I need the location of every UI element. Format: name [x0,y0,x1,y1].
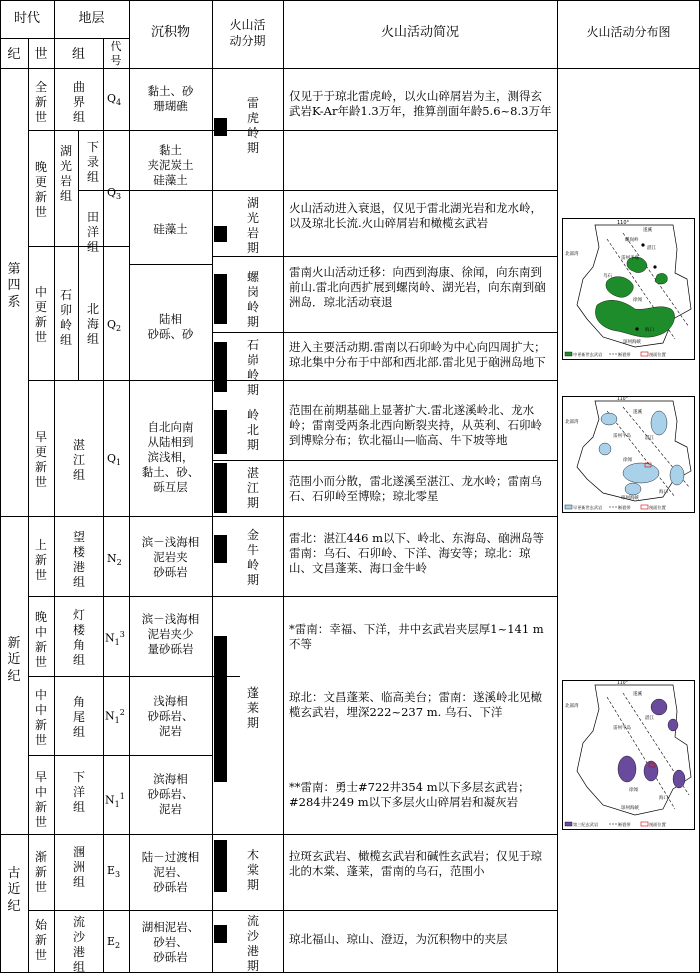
map1-place-2: 雷州半岛 [621,256,639,261]
stage-liushagang: 流沙港期 [246,914,259,973]
header-diceng: 地层 [78,11,105,26]
map2-place-5: 琼州海峡 [621,496,639,501]
code-e2: $E_2$ [107,935,121,951]
desc-8: *雷南：幸福、下洋，井中玄武岩夹层厚1~141 m不等 [289,622,544,651]
map-early-pleistocene [562,396,695,513]
basalt-2 [668,719,678,731]
map1-place-6: 琼州海峡 [623,340,641,345]
activity-bar-shimaoling [214,342,227,392]
activity-bar-leihuling [214,118,227,136]
activity-bar-zhanjiang [214,463,227,513]
sediment-5: 自北向南 从陆相到 滨浅相， 黏土、砂、 砾互层 [141,420,200,494]
shi-mid-miocene: 中中新世 [34,688,47,747]
ji-paleogene: 古近纪 [7,866,21,914]
zu-tianyang: 田洋组 [86,210,99,254]
map3-place-4: 徐闻 [629,788,638,793]
desc-5: 范围在前期基础上显著扩大.雷北遂溪岭北、龙水岭；雷南受两条北西向断裂夹持，从英利、石卯岭到博赊分布；钦北福山—临高、牛下坡等地 [289,403,542,447]
desc-2: 火山活动进入衰退，仅见于雷北湖光岩和龙水岭，以及琼北长流.火山碎屑岩和橄榄玄武岩 [289,201,542,230]
activity-bar-penglai [214,636,227,782]
stage-penglai: 蓬莱期 [246,686,259,730]
map3-place-2: 湛江 [645,716,654,721]
desc-12: 琼北福山、琼山、澄迈，为沉积物中的夹层 [289,932,508,946]
zu-beihai: 北海组 [86,302,99,346]
basalt-4 [655,273,667,284]
zu-wanglougang: 望楼港组 [72,530,85,589]
map1-place-4: 徐闻 [633,298,642,303]
map1-legend-1: 断裂带 [618,352,631,357]
basalt-1 [651,699,667,715]
map1-place-1: 湛江 [647,246,656,251]
activity-bar-huguangyan [214,226,227,242]
sediment-1: 黏土、砂 珊瑚礁 [147,84,194,113]
map1-place-8: 螺岗岭 [625,238,639,243]
map2-legend-0: 早更新世玄武岩 [573,505,603,510]
code-q3: $Q_3$ [107,186,122,202]
map2-place-0: 北部湾 [565,420,579,425]
map3-legend-2: 剖面位置 [649,822,666,827]
map3-legend-0: 第三纪玄武岩 [573,822,599,827]
desc-10: **雷南：勇士#722井354 m以下多层玄武岩；#284井249 m以下多层火山碎屑岩和凝灰岩 [289,780,530,809]
shi-mid-pleistocene: 中更新世 [34,285,47,344]
header-ji: 纪 [7,47,21,62]
zu-huguangyan: 湖光岩组 [59,144,72,203]
basalt-4 [644,761,658,781]
code-q2: $Q_2$ [107,318,122,334]
basalt-1 [601,413,617,425]
map3-legend-swatch-2 [641,822,648,826]
basalt-3 [599,443,611,455]
map1-place-0: 遂溪 [643,228,652,233]
code-e3: $E_3$ [107,864,121,880]
sediment-11: 湖相泥岩、 砂岩、 砂砾岩 [141,920,200,964]
shi-eocene: 始新世 [34,918,47,962]
map-tertiary-svg [563,681,694,829]
map1-legend-swatch-0 [565,352,572,356]
stage-huguangyan: 湖光岩期 [246,196,259,255]
map2-place-3: 雷州半岛 [613,434,631,439]
shi-oligocene: 渐新世 [34,850,47,894]
activity-bar-luogangling [214,274,227,324]
header-jiankuang: 火山活动简况 [380,25,459,40]
code-q4: $Q_4$ [107,92,122,108]
map2-place-6: 海口 [659,490,668,495]
desc-11: 拉斑玄武岩、橄榄玄武岩和碱性玄武岩；仅见于琼北的木棠、蓬莱，雷南的乌石，范围小 [289,849,542,878]
code-n11: $N_1^1$ [105,792,125,809]
map3-place-5: 琼州海峡 [621,806,639,811]
zu-denglouJiao: 灯楼角组 [72,608,85,667]
sediment-4: 陆相 砂砾、砂 [147,312,194,341]
map2-place-4: 徐闻 [623,458,632,463]
map1-place-5: 海口 [645,328,654,333]
map2-place-2: 湛江 [645,436,654,441]
sediment-8: 浅海相 砂砾岩、 泥岩 [147,694,194,738]
stage-zhanjiang: 湛江期 [246,466,259,510]
header-fenqi [212,18,283,49]
stage-leihuling: 雷虎岭期 [246,96,259,155]
map3-legend-swatch-0 [565,822,572,826]
shi-early-pleistocene: 早更新世 [34,430,47,489]
stage-shimaoling: 石峁岭期 [246,338,259,397]
header-chenjiwu: 沉积物 [150,25,190,40]
basalt-4 [623,463,659,483]
map3-lon: 110° [617,681,628,686]
map2-lon: 110° [617,397,628,402]
header-shidai: 时代 [13,11,40,26]
sediment-3: 硅藻土 [153,222,188,236]
section-dot-3 [635,327,638,330]
map-early-pleistocene-svg [563,397,694,512]
shi-late-miocene: 晚中新世 [34,610,47,669]
activity-bar-liushagang [214,925,227,943]
header-fenbutu: 火山活动分布图 [586,25,671,39]
zu-zhanjiang: 湛江组 [72,438,85,482]
zu-xiacheng: 下录组 [86,140,99,184]
map-mid-pleistocene [562,218,695,360]
map1-lon: 110° [617,220,630,226]
sediment-10: 陆－过渡相 泥岩、 砂砾岩 [141,850,200,894]
land-outline [577,685,691,815]
stage-luogangling: 螺岗岭期 [246,270,259,329]
basalt-5 [670,465,684,485]
basalt-2 [651,411,667,435]
sediment-9: 滨海相 砂砾岩、 泥岩 [147,772,194,816]
sediment-6: 滨－浅海相 泥岩夹 砂砾岩 [141,535,200,579]
shi-holocene: 全新世 [34,80,47,124]
map2-place-1: 遂溪 [633,410,642,415]
map1-legend-2: 剖面位置 [649,352,666,357]
map3-place-6: 海口 [659,796,668,801]
header-daihao: 代号 [110,40,122,67]
map3-place-1: 遂溪 [633,692,642,697]
shi-pliocene: 上新世 [34,538,47,582]
desc-3: 雷南火山活动迁移：向西到海康、徐闻，向东南到前山.雷北向西扩展到螺岗岭、湖光岩，向东南到硇洲岛．琼北活动衰退 [289,265,546,309]
zu-weizhou: 涠洲组 [72,845,85,889]
shi-early-miocene: 早中新世 [34,770,47,829]
desc-4: 进入主要活动期.雷南以石卯岭为中心向四周扩大；琼北集中分布于中部和西北部.雷北见于硇洲岛地下 [289,340,546,369]
map3-place-0: 北部湾 [565,704,579,709]
map1-place-3: 北部湾 [565,252,579,257]
ji-quaternary: 第四系 [7,262,21,310]
map1-place-7: 乌石 [603,274,612,279]
sediment-2: 黏土 夹泥炭土 硅藻土 [147,143,194,187]
map2-legend-swatch-2 [641,505,648,509]
map-mid-pleistocene-svg [563,219,694,359]
map2-legend-2: 剖面位置 [649,505,666,510]
desc-6: 范围小而分散，雷北遂溪至湛江、龙水岭；雷南乌石、石卯岭至博赊；琼北零星 [289,474,542,503]
map1-legend-swatch-2 [641,352,648,356]
code-n2: $N_2$ [107,552,122,568]
basalt-6 [625,483,641,495]
map-tertiary [562,680,695,830]
basalt-5 [673,770,685,788]
zu-shimaoling: 石卯岭组 [59,288,72,347]
activity-bar-mucha [214,840,227,892]
desc-9: 琼北：文昌蓬莱、临高美台；雷南：遂溪岭北见橄榄玄武岩，埋深222~237 m. 乌石、下洋 [289,690,542,719]
map3-place-3: 雷州半岛 [613,726,631,731]
zu-xiayang: 下洋组 [72,770,85,814]
header-shi: 世 [34,47,48,62]
map1-legend-0: 中更新世玄武岩 [573,352,603,357]
code-n12: $N_1^2$ [105,708,125,725]
section-dot-1 [641,243,644,246]
zu-jiaowei: 角尾组 [72,695,85,739]
sediment-7: 滨－浅海相 泥岩夹少 量砂砾岩 [141,612,200,656]
code-q1: $Q_1$ [107,452,122,468]
map2-legend-swatch-0 [565,505,572,509]
code-n13: $N_1^3$ [105,630,125,647]
shi-late-pleistocene: 晚更新世 [34,160,47,219]
desc-7: 雷北：湛江446 m以下、岭北、东海岛、硇洲岛等雷南：乌石、石卯岭、下洋、海安等；琼北：琼山、文昌蓬莱、海口金牛岭 [289,531,545,575]
map3-legend-1: 断裂带 [618,822,631,827]
activity-bar-lingbei [214,410,227,454]
zu-liushagang: 流沙港组 [72,915,85,973]
ji-neogene: 新近纪 [7,636,21,684]
header-fenqi-text: 火山活动分期 [229,18,266,48]
map2-legend-1: 断裂带 [618,505,631,510]
basalt-3 [618,756,636,782]
zu-qujie: 曲界组 [72,80,85,124]
desc-1: 仅见于于琼北雷虎岭，以火山碎屑岩为主，测得玄武岩K-Ar年龄1.3万年，推算剖面年龄5.6~8.3万年 [289,89,552,118]
header-zu: 组 [71,47,85,62]
stage-lingbei: 岭北期 [246,408,259,452]
section-dot-2 [653,265,656,268]
stage-jinniuling: 金牛岭期 [246,528,259,587]
stage-mucha: 木棠期 [246,848,259,892]
activity-bar-jinniuling [214,535,227,563]
